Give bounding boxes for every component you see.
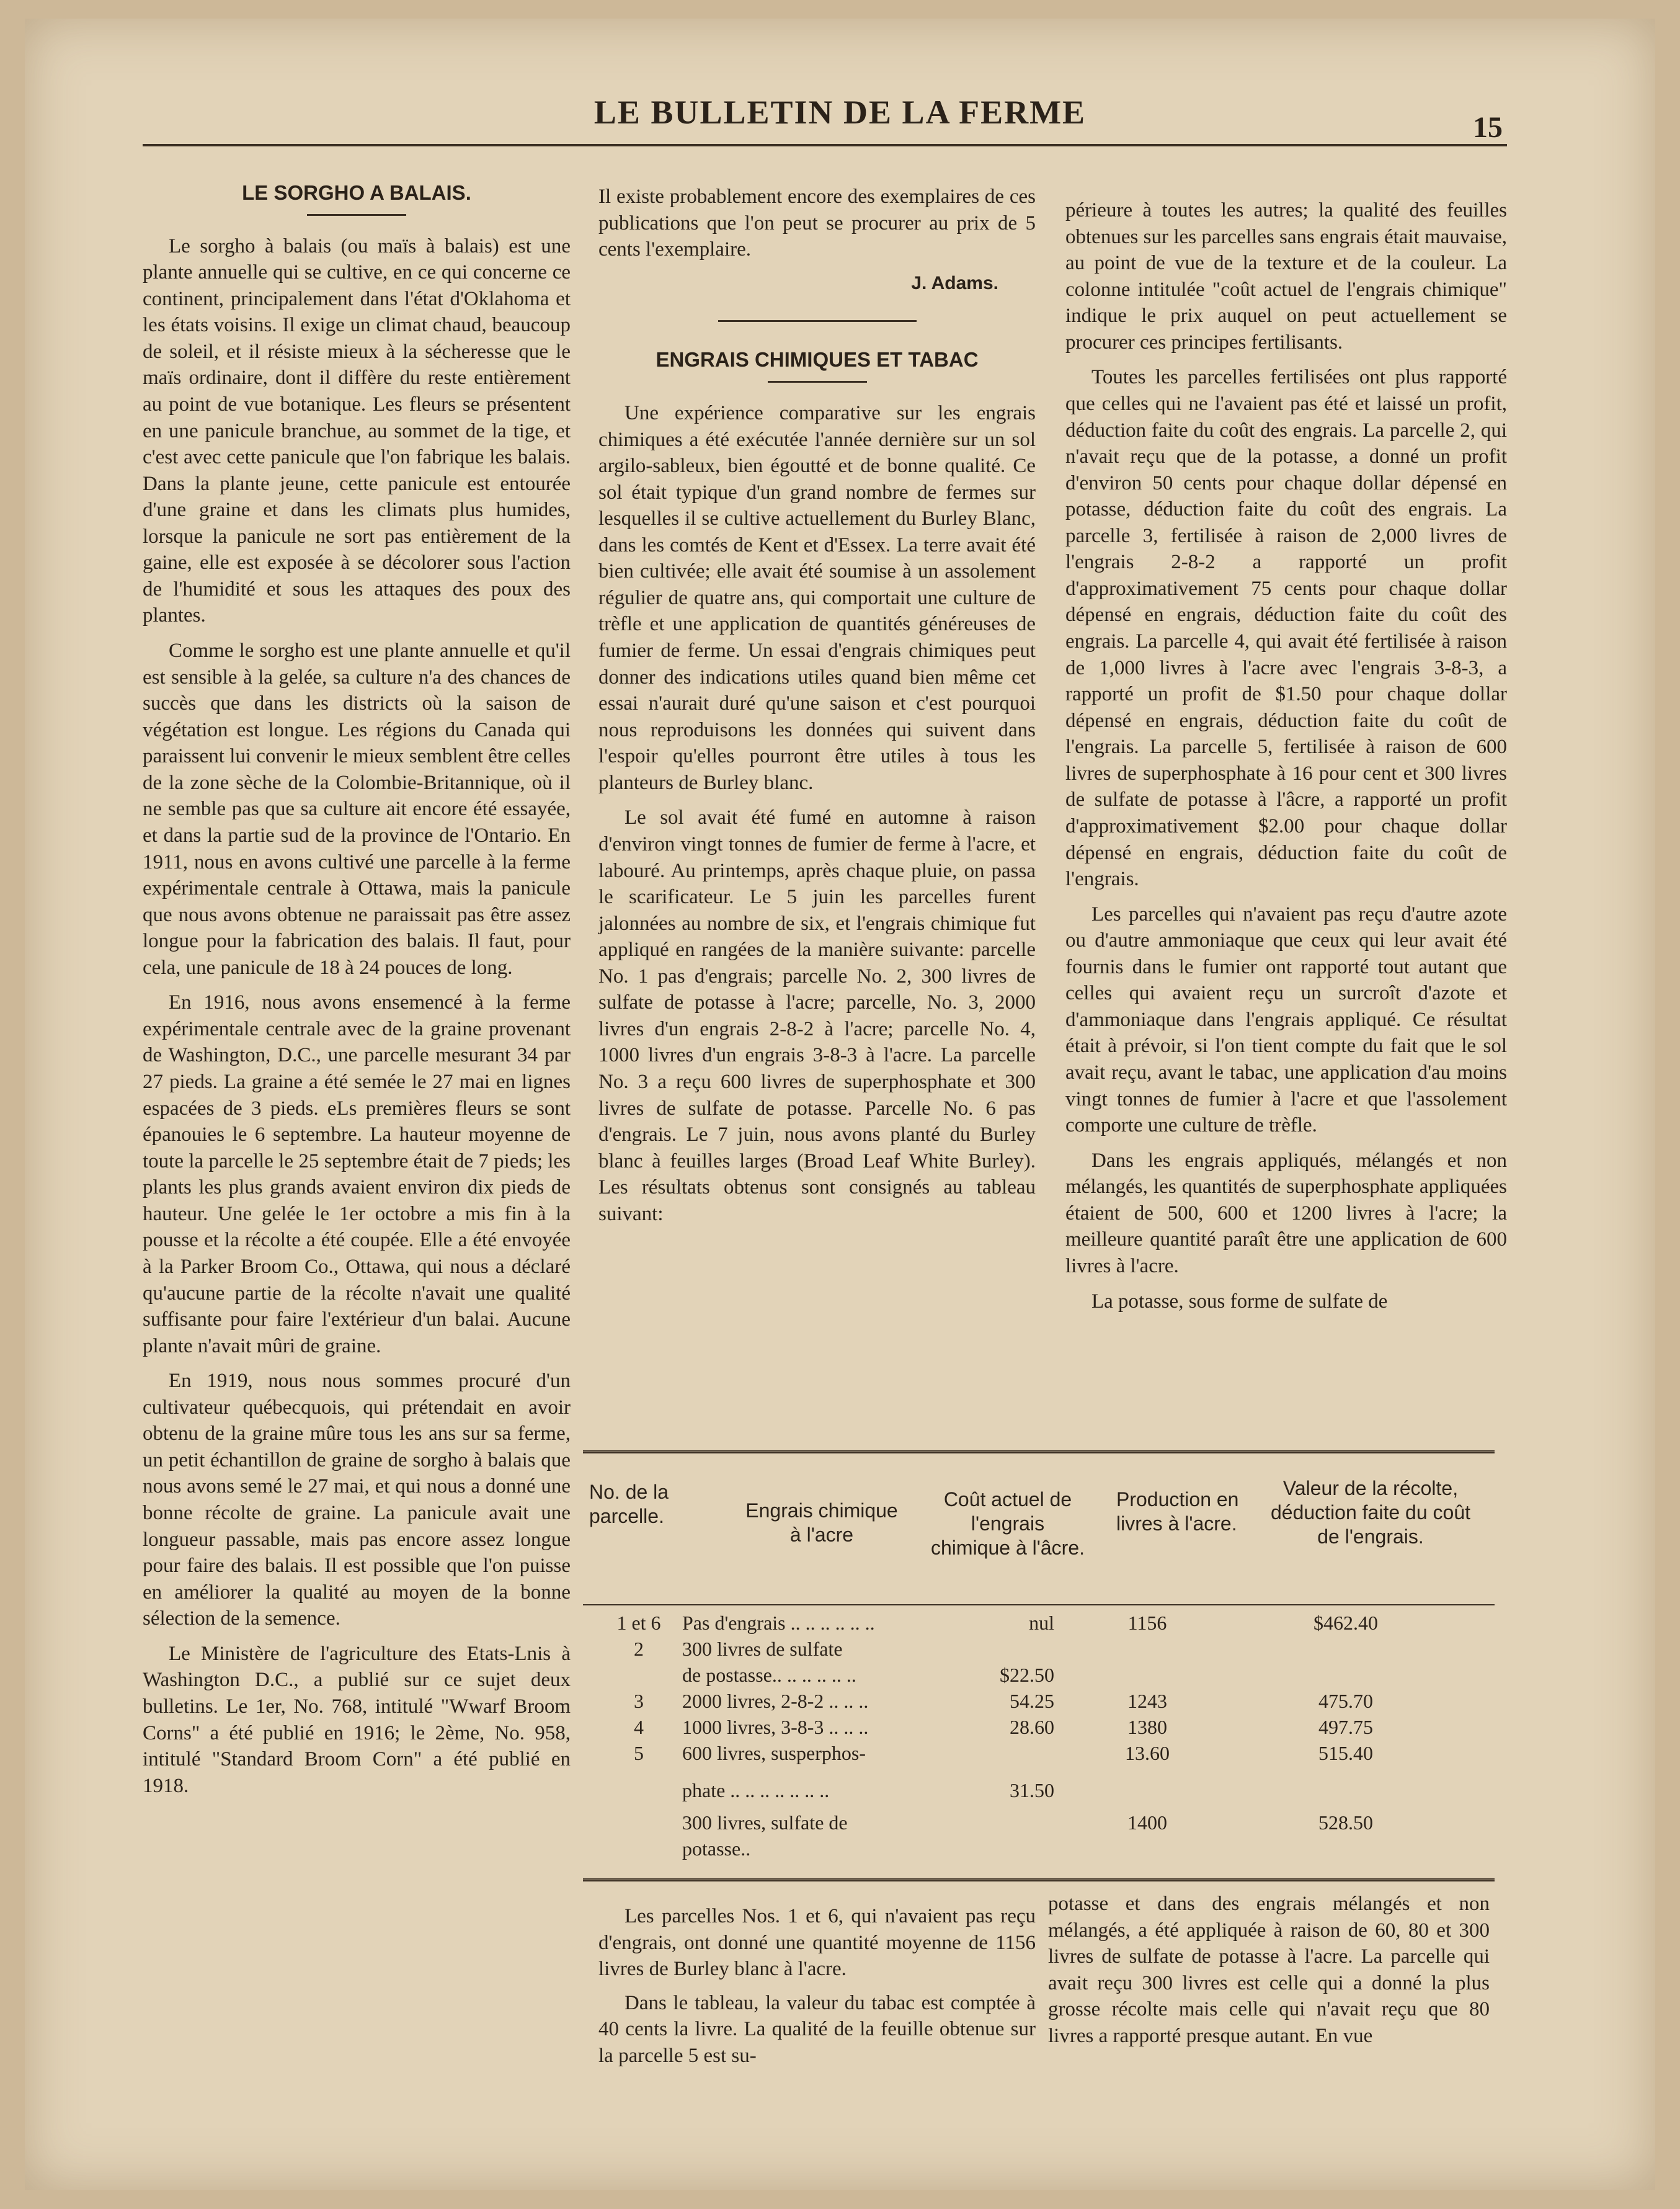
article-paragraph: périeure à toutes les autres; la qualité des feuilles obtenues sur les parcelles sans engrais était mauvaise, au point de vue de la texture et de la couleur. La colonne intitulée "coût actuel de l'engrais chimique" indique le prix auquel on peut actuellement se procurer ces principes fertilisants. [1065, 199, 1507, 354]
table-cell: 1000 livres, 3-8-3 .. .. .. [682, 1716, 869, 1738]
table-header: No. de la parcelle. [589, 1481, 669, 1528]
table-cell: 600 livres, susperphos- [682, 1742, 866, 1764]
table-cell: 300 livres, sulfate de [682, 1811, 848, 1834]
article-paragraph: La potasse, sous forme de sulfate de [1091, 1290, 1388, 1313]
table-cell: potasse.. [682, 1837, 751, 1860]
table-cell: 1243 [1127, 1690, 1167, 1712]
table-cell: nul [1029, 1612, 1054, 1634]
table-cell: 1380 [1127, 1716, 1167, 1738]
table-cell: 3 [634, 1690, 644, 1712]
article-paragraph: Le sorgho à balais (ou maïs à balais) est une plante annuelle qui se cultive, en ce qui concerne ce continent, principalement dans l'état d'Oklahoma et les états voisins. Il exige un climat chaud, beaucoup de soleil, et il résiste mieux à la sécheresse que le maïs ordinaire, dont il diffère du reste entièrement au point de vue botanique. Les fleurs se présentent en une panicule branchue, au sommet de la tige, et c'est avec cette panicule que l'on fabrique les balais. Dans la plante jeune, cette panicule est entourée d'une graine et dans les climats plus humides, lorsque la panicule ne sort pas entièrement de la gaine, elle est exposée à se décolorer sous l'action de l'humidité et sous les attaques des poux des plantes. [143, 234, 571, 627]
table-header: Production en livres à l'acre. [1116, 1488, 1239, 1535]
table-cell: 1400 [1127, 1811, 1167, 1834]
article-paragraph: potasse et dans des engrais mélangés et non mélangés, a été appliquée à raison de 60, 80 et 300 livres de sulfate de potasse à l'acre. La parcelle qui avait reçu 300 livres est celle qui a donné la plus grosse récolte mais celle qui n'avait reçu que 80 livres a rapporté presque autant. En vue [1048, 1893, 1490, 2047]
article-paragraph: Dans le tableau, la valeur du tabac est comptée à 40 cents la livre. La qualité de la feuille obtenue sur la parcelle 5 est su- [598, 1991, 1036, 2067]
heading-rule [307, 214, 406, 216]
article-paragraph: Toutes les parcelles fertilisées ont plus rapporté que celles qui ne l'avaient pas été et laissé un profit, déduction faite du coût des engrais. La parcelle 2, qui n'avait reçu que de la potasse, a donné un profit d'environ 50 cents pour chaque dollar dépensé en potasse, déduction faite du coût des engrais. La parcelle 3, fertilisée à raison de 2,000 livres de l'engrais 2-8-2 a rapporté un profit d'approximativement 75 cents pour chaque dollar dépensé en engrais, déduction faite du coût des engrais. La parcelle 4, qui avait été fertilisée à raison de 1,000 livres à l'acre avec l'engrais 3-8-3, a rapporté un profit de $1.50 pour chaque dollar dépensé en engrais, déduction faite du coût de l'engrais. La parcelle 5, fertilisée à raison de 600 livres de superphosphate à 16 pour cent et 300 livres de sulfate de potasse à l'âcre, a rapporté un profit d'approximativement $2.00 pour chaque dollar dépensé en engrais, déduction faite du coût de l'engrais. [1065, 366, 1507, 891]
table-cell: phate .. .. .. .. .. .. .. [682, 1779, 830, 1801]
article-heading-sorgho: LE SORGHO A BALAIS. [242, 181, 471, 204]
article-paragraph: Les parcelles Nos. 1 et 6, qui n'avaient pas reçu d'engrais, ont donné une quantité moyenne de 1156 livres de Burley blanc à l'acre. [598, 1905, 1036, 1981]
table-header: Valeur de la récolte, déduction faite du coût de l'engrais. [1270, 1477, 1470, 1548]
results-table [583, 1450, 1495, 1885]
table-rule [583, 1604, 1495, 1605]
table-cell: 2 [634, 1638, 644, 1660]
table-cell: 2000 livres, 2-8-2 .. .. .. [682, 1690, 869, 1712]
article-paragraph: Les parcelles qui n'avaient pas reçu d'autre azote ou d'autre ammoniaque que ceux qui leur avait été fournis dans le fumier ont rapporté tout autant que celles qui avaient reçu un surcroît d'azote et d'ammoniaque dans l'engrais appliqué. Ce résultat était à prévoir, si l'on tient compte du fait que le sol avait reçu, avant le tabac, une application d'au moins vingt tonnes de fumier à l'acre et que l'assolement comporte une culture de trèfle. [1065, 903, 1507, 1137]
table-header: Engrais chimique à l'acre [745, 1499, 898, 1546]
table-cell: 5 [634, 1742, 644, 1764]
table-rule [583, 1450, 1495, 1457]
column-3-continued [1048, 1891, 1490, 2049]
article-paragraph: Le sol avait été fumé en automne à raison d'environ vingt tonnes de fumier de ferme à l'acre, et labouré. Au printemps, après chaque pluie, on passa le scarificateur. Le 5 juin les parcelles furent jalonnées au nombre de six, et l'engrais chimique fut appliqué en rangées de la manière suivante: parcelle No. 1 pas d'engrais; parcelle No. 2, 300 livres de sulfate de potasse à l'acre; parcelle, No. 3, 2000 livres d'un engrais 2-8-2 à l'acre; parcelle No. 4, 1000 livres d'un engrais 3-8-3 à l'acre. La parcelle No. 3 a reçu 600 livres de superphosphate et 300 livres de sulfate de potasse. Parcelle No. 6 pas d'engrais. Le 7 juin, nous avons planté du Burley blanc à feuilles larges (Broad Leaf White Burley). Les résultats obtenus sont consignés au tableau suivant: [598, 806, 1036, 1225]
article-paragraph: Dans les engrais appliqués, mélangés et non mélangés, les quantités de superphosphate appliquées étaient de 500, 600 et 1200 livres à l'acre; la meilleure quantité paraît être une application de 600 livres à l'acre. [1065, 1149, 1507, 1277]
article-paragraph: En 1919, nous nous sommes procuré d'un cultivateur québecquois, qui prétendait en avoir obtenu de la graine mûre tous les ans sur sa ferme, un petit échantillon de graine de sorgho à balais que nous avons semé le 27 mai, et qui nous a donné une bonne récolte de graine. La panicule avait une longueur passable, mais pas encore assez longue pour faire des balais. Il est possible que l'on puisse en améliorer la qualité au moyen de la bonne sélection de la semence. [143, 1370, 571, 1630]
section-separator [718, 320, 917, 322]
author-signature: J. Adams. [911, 272, 998, 293]
table-rule [583, 1878, 1495, 1885]
column-3 [1065, 197, 1507, 1323]
table-cell: de postasse.. .. .. .. .. .. [682, 1664, 856, 1686]
table-cell: 31.50 [1010, 1779, 1054, 1801]
table-cell: 475.70 [1318, 1690, 1373, 1712]
article-heading-engrais: ENGRAIS CHIMIQUES ET TABAC [656, 348, 979, 372]
heading-rule [768, 381, 867, 383]
table-cell: 300 livres de sulfate [682, 1638, 843, 1660]
article-paragraph: Une expérience comparative sur les engrais chimiques a été exécutée l'année dernière sur un sol argilo-sableux, bien égoutté et de bonne qualité. Ce sol était typique d'un grand nombre de fermes sur lesquelles il se cultive actuellement du Burley Blanc, dans les comtés de Kent et d'Essex. La terre avait été bien cultivée; elle avait été soumise à un assolement régulier de quatre ans, qui comportait une culture de trèfle et une application de quantités généreuses de fumier de ferme. Un essai d'engrais chimiques peut donner des indications utiles quand bien même cet essai n'aurait duré qu'une saison et c'est pourquoi nous reproduisons les données qui suivent dans l'espoir qu'elles pourront être utiles à tous les planteurs de Burley blanc. [598, 401, 1036, 794]
table-cell: $22.50 [1000, 1664, 1054, 1686]
table-cell: 497.75 [1318, 1716, 1373, 1738]
table-header: Coût actuel de l'engrais chimique à l'âcre. [931, 1488, 1085, 1560]
table-cell: 1 et 6 [616, 1612, 661, 1634]
article-paragraph: Comme le sorgho est une plante annuelle et qu'il est sensible à la gelée, sa culture n'a des chances de succès que dans les districts où la saison de végétation est longue. Les régions du Canada qui paraissent lui convenir le mieux semblent être celles de la zone sèche de la Colombie-Britannique, où il ne semble pas que sa culture ait encore été essayée, et dans la partie sud de la province de l'Ontario. En 1911, nous en avons cultivé une parcelle à la ferme expérimentale centrale à Ottawa, mais la panicule que nous avons obtenue ne paraissait pas être assez longue pour la fabrication des balais. Il faut, pour cela, une panicule de 18 à 24 pouces de long. [143, 640, 571, 979]
page-header [0, 0, 1680, 161]
column-1 [143, 180, 571, 1808]
header-rule [143, 144, 1507, 146]
table-cell: 4 [634, 1716, 644, 1738]
table-cell: 528.50 [1318, 1811, 1373, 1834]
table-cell: 1156 [1127, 1612, 1167, 1634]
article-paragraph: Il existe probablement encore des exemplaires de ces publications que l'on peut se procurer au prix de 5 cents l'exemplaire. [598, 185, 1036, 261]
page-number: 15 [1473, 111, 1503, 144]
table-cell: $462.40 [1313, 1612, 1378, 1634]
table-cell: 54.25 [1010, 1690, 1054, 1712]
article-paragraph: Le Ministère de l'agriculture des Etats-Lnis à Washington D.C., a publié sur ce sujet deux bulletins. Le 1er, No. 768, intitulé "Wwarf Broom Corns" a été publié en 1916; le 2ème, No. 958, intitulé "Standard Broom Corn" a été publié en 1918. [143, 1642, 571, 1797]
table-cell: 28.60 [1010, 1716, 1054, 1738]
table-cell: 515.40 [1318, 1742, 1373, 1764]
column-2-continued [598, 1903, 1036, 2076]
article-paragraph: En 1916, nous avons ensemencé à la ferme expérimentale centrale avec de la graine provenant de Washington, D.C., une parcelle mesurant 34 par 27 pieds. La graine a été semée le 27 mai en lignes espacées de 3 pieds. eLs premières fleurs se sont épanouies le 6 septembre. La hauteur moyenne de toute la parcelle le 25 septembre était de 7 pieds; les plants les plus grands avaient environ dix pieds de hauteur. Une gelée le 1er octobre a mis fin à la pousse et la récolte a été coupée. Elle a été envoyée à la Parker Broom Co., Ottawa, qui nous a déclaré qu'aucune partie de la récolte n'avait une qualité suffisante pour faire l'extérieur d'un balai. Aucune plante n'avait mûri de graine. [143, 991, 571, 1357]
publication-title: LE BULLETIN DE LA FERME [593, 94, 1087, 131]
table-cell: 13.60 [1125, 1742, 1170, 1764]
table-cell: Pas d'engrais .. .. .. .. .. .. [682, 1612, 875, 1634]
column-2 [598, 184, 1036, 1236]
